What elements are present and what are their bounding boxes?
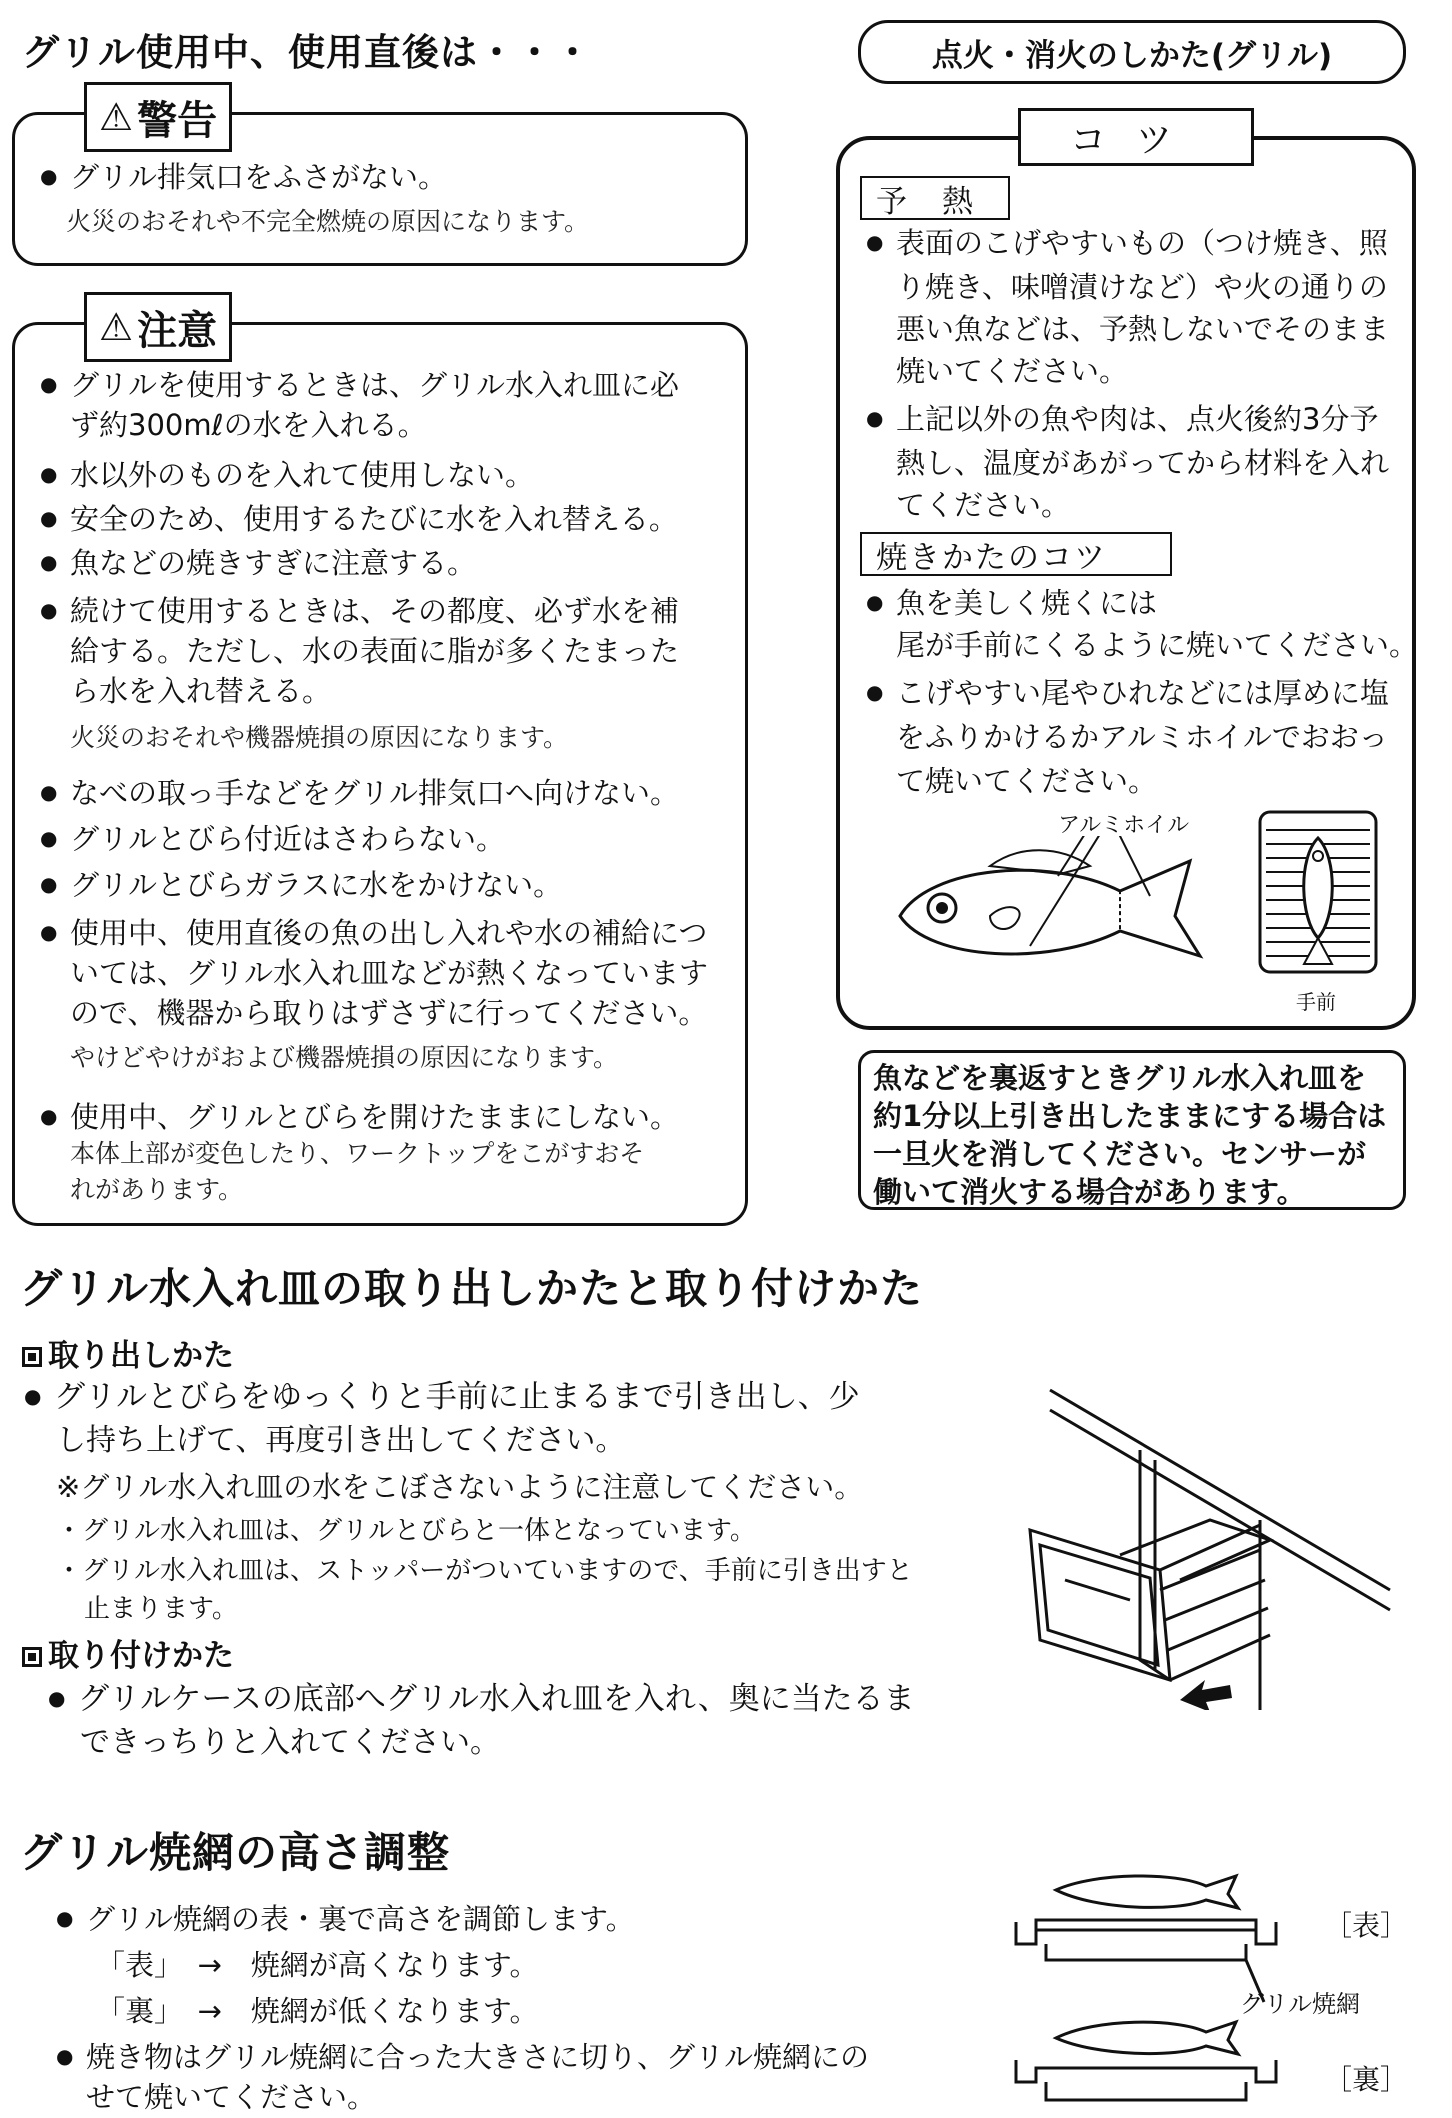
kotsu-item-cont: 悪い魚などは、予熱しないでそのまま bbox=[896, 312, 1390, 346]
grill-net-item-cont: せて焼いてください。 bbox=[86, 2080, 377, 2114]
attach-item: ● グリルケースの底部へグリル水入れ皿を入れ、奥に当たるま bbox=[48, 1676, 915, 1721]
kotsu-item-cont: 熱し、温度があがってから材料を入れ bbox=[896, 446, 1390, 480]
warning-tag bbox=[84, 82, 232, 152]
remove-subnote: ・グリル水入れ皿は、グリルとびらと一体となっています。 bbox=[56, 1516, 756, 1546]
caution-item-cont: いては、グリル水入れ皿などが熱くなっています bbox=[70, 956, 709, 990]
grill-net-item: ● 焼き物はグリル焼網に合った大きさに切り、グリル焼網にの bbox=[56, 2036, 869, 2077]
page-title: グリル使用中、使用直後は・・・ bbox=[22, 31, 592, 74]
caution-note: 火災のおそれや機器焼損の原因になります。 bbox=[70, 723, 569, 752]
kotsu-item: ● 上記以外の魚や肉は、点火後約3分予 bbox=[866, 398, 1378, 439]
remove-subnote-cont: 止まります。 bbox=[84, 1594, 238, 1624]
grill-net-back: 「裏」 → 焼網が低くなります。 bbox=[96, 1994, 539, 2028]
grill-top-view-illustration bbox=[1256, 808, 1380, 976]
grill-drawer-illustration bbox=[1010, 1380, 1410, 1710]
section-title: グリル焼網の高さ調整 bbox=[20, 1828, 451, 1877]
attach-item-cont: できっちりと入れてください。 bbox=[80, 1725, 500, 1760]
warning-line: 魚などを裏返すときグリル水入れ皿を bbox=[873, 1061, 1367, 1095]
section-pill-title: 点火・消火のしかた(グリル) bbox=[858, 20, 1406, 84]
caution-item-cont: ら水を入れ替える。 bbox=[70, 674, 332, 708]
kotsu-item-cont: て焼いてください。 bbox=[896, 764, 1158, 798]
caution-note: れがあります。 bbox=[70, 1175, 244, 1204]
warning-line: 一旦火を消してください。センサーが bbox=[873, 1137, 1367, 1171]
caution-item: ● グリルを使用するときは、グリル水入れ皿に必 bbox=[40, 364, 679, 405]
kotsu-tag: コツ bbox=[1018, 108, 1254, 166]
caution-item-cont: 給する。ただし、水の表面に脂が多くたまった bbox=[70, 634, 680, 668]
remove-heading-label: 取り出しかた bbox=[48, 1338, 234, 1374]
caution-item: ● 水以外のものを入れて使用しない。 bbox=[40, 454, 534, 495]
remove-note: ※グリル水入れ皿の水をこぼさないように注意してください。 bbox=[56, 1470, 864, 1504]
kotsu-item-cont: てください。 bbox=[896, 488, 1071, 522]
square-bullet-icon bbox=[22, 1347, 42, 1367]
section-title: グリル水入れ皿の取り出しかたと取り付けかた bbox=[20, 1264, 924, 1313]
attach-heading bbox=[22, 1630, 234, 1675]
warning-triangle-icon: ⚠ bbox=[99, 95, 134, 139]
preheat-tag: 予 熱 bbox=[860, 176, 1010, 220]
kotsu-item-cont: り焼き、味噌漬けなど）や火の通りの bbox=[896, 270, 1388, 304]
kotsu-item: ● こげやすい尾やひれなどには厚めに塩 bbox=[866, 672, 1389, 713]
warning-note: 火災のおそれや不完全燃焼の原因になります。 bbox=[66, 207, 590, 236]
warning-line: 約1分以上引き出したままにする場合は bbox=[873, 1099, 1387, 1133]
grill-net-item: ● グリル焼網の表・裏で高さを調節します。 bbox=[56, 1898, 635, 1939]
net-back-label: ［裏］ bbox=[1324, 2063, 1409, 2096]
front-label: 手前 bbox=[1296, 990, 1336, 1014]
warning-item: ● グリル排気口をふさがない。 bbox=[40, 156, 447, 197]
kotsu-item-cont: をふりかけるかアルミホイルでおおっ bbox=[896, 720, 1388, 754]
caution-item: ● 魚などの焼きすぎに注意する。 bbox=[40, 542, 476, 583]
kotsu-item: ● 魚を美しく焼くには bbox=[866, 582, 1157, 623]
kotsu-item: ● 表面のこげやすいもの（つけ焼き、照 bbox=[866, 222, 1388, 263]
caution-item-cont: ので、機器から取りはずさずに行ってください。 bbox=[70, 996, 708, 1030]
remove-heading bbox=[22, 1330, 234, 1375]
remove-item-cont: し持ち上げて、再度引き出してください。 bbox=[56, 1423, 626, 1458]
reverse-fish-warning bbox=[858, 1050, 1406, 1210]
kotsu-item-cont: 焼いてください。 bbox=[896, 354, 1129, 388]
tips-tag: 焼きかたのコツ bbox=[860, 532, 1172, 576]
caution-tag-label: 注意 bbox=[137, 307, 218, 354]
warning-line: 働いて消火する場合があります。 bbox=[873, 1175, 1306, 1209]
remove-subnote: ・グリル水入れ皿は、ストッパーがついていますので、手前に引き出すと bbox=[56, 1556, 913, 1586]
caution-item: ● グリルとびらガラスに水をかけない。 bbox=[40, 864, 562, 905]
grill-net-front: 「表」 → 焼網が高くなります。 bbox=[96, 1948, 539, 1982]
fish-foil-illustration bbox=[890, 836, 1230, 986]
warning-tag-label: 警告 bbox=[137, 97, 218, 144]
remove-item: ● グリルとびらをゆっくりと手前に止まるまで引き出し、少 bbox=[24, 1374, 860, 1419]
net-front-label: ［表］ bbox=[1324, 1909, 1409, 1942]
square-bullet-icon bbox=[22, 1647, 42, 1667]
caution-item: ● 使用中、グリルとびらを開けたままにしない。 bbox=[40, 1096, 679, 1137]
caution-item-cont: ず約300mℓの水を入れる。 bbox=[70, 408, 427, 442]
caution-item: ● グリルとびら付近はさわらない。 bbox=[40, 818, 505, 859]
caution-item: ● 使用中、使用直後の魚の出し入れや水の補給につ bbox=[40, 912, 707, 953]
kotsu-item-cont: 尾が手前にくるように焼いてください。 bbox=[896, 628, 1419, 662]
attach-heading-label: 取り付けかた bbox=[48, 1638, 234, 1674]
caution-item: ● 安全のため、使用するたびに水を入れ替える。 bbox=[40, 498, 678, 539]
caution-note: 本体上部が変色したり、ワークトップをこがすおそ bbox=[70, 1139, 645, 1168]
net-label: グリル焼網 bbox=[1240, 1990, 1360, 2018]
caution-item: ● 続けて使用するときは、その都度、必ず水を補 bbox=[40, 590, 679, 631]
caution-item: ● なべの取っ手などをグリル排気口へ向けない。 bbox=[40, 772, 679, 813]
caution-note: やけどやけがおよび機器焼損の原因になります。 bbox=[70, 1043, 619, 1072]
caution-tag bbox=[84, 292, 232, 362]
foil-label: アルミホイル bbox=[1058, 813, 1190, 838]
caution-triangle-icon: ⚠ bbox=[99, 305, 134, 349]
